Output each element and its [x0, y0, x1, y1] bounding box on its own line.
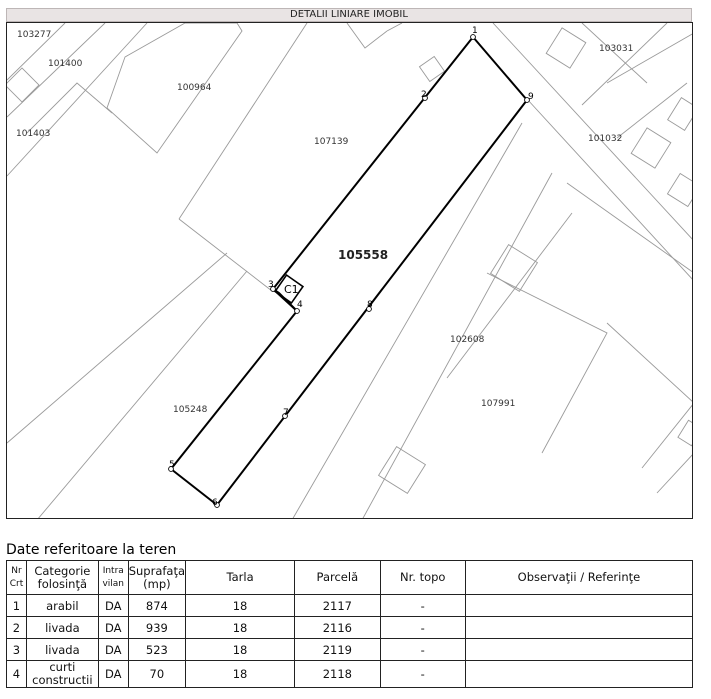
- col-categorie: Categorie folosinţă: [26, 561, 98, 595]
- parcel-label: 101400: [48, 59, 83, 69]
- parcel-label: 101403: [16, 129, 51, 139]
- cell-categorie: livada: [26, 617, 98, 639]
- point-label: 4: [297, 300, 303, 310]
- cell-topo: -: [380, 617, 465, 639]
- cell-tarla: 18: [186, 661, 295, 688]
- cell-observatii: [465, 639, 692, 661]
- table-header-row: [7, 561, 693, 595]
- parcel-label: 101032: [588, 134, 623, 144]
- point-label: 9: [528, 92, 534, 102]
- cell-intravilan: DA: [98, 595, 128, 617]
- cadastral-map: [6, 22, 693, 519]
- table-row: [7, 595, 693, 617]
- point-label: 7: [283, 408, 289, 418]
- cell-suprafata: 939: [128, 617, 185, 639]
- cell-tarla: 18: [186, 617, 295, 639]
- parcel-label: 107991: [481, 399, 516, 409]
- neighbor-lines: [7, 23, 693, 519]
- point-label: 6: [212, 498, 218, 508]
- cell-parcela: 2116: [295, 617, 381, 639]
- cell-suprafata: 523: [128, 639, 185, 661]
- point-labels: [169, 26, 534, 508]
- building-label: C1: [284, 283, 299, 296]
- cell-nr: 4: [7, 661, 27, 688]
- cell-topo: -: [380, 661, 465, 688]
- cell-categorie: curti constructii: [26, 661, 98, 688]
- cell-nr: 2: [7, 617, 27, 639]
- map-svg: [7, 23, 693, 519]
- parcel-label: 100964: [177, 83, 212, 93]
- cell-intravilan: DA: [98, 639, 128, 661]
- point-label: 5: [169, 460, 175, 470]
- table-row: [7, 639, 693, 661]
- section-header: DETALII LINIARE IMOBIL: [6, 8, 692, 22]
- col-suprafata: Suprafaţa (mp): [128, 561, 185, 595]
- main-parcel-id: 105558: [338, 248, 389, 262]
- point-label: 8: [367, 300, 373, 310]
- parcel-label: 103031: [599, 44, 634, 54]
- cell-tarla: 18: [186, 639, 295, 661]
- cell-categorie: arabil: [26, 595, 98, 617]
- land-table: [6, 560, 693, 688]
- cell-suprafata: 874: [128, 595, 185, 617]
- cell-tarla: 18: [186, 595, 295, 617]
- parcel-label: 107139: [314, 137, 349, 147]
- point-label: 2: [421, 90, 427, 100]
- col-parcela: Parcelă: [295, 561, 381, 595]
- cell-nr: 3: [7, 639, 27, 661]
- cell-intravilan: DA: [98, 661, 128, 688]
- cell-parcela: 2117: [295, 595, 381, 617]
- section-title: Date referitoare la teren: [6, 542, 177, 558]
- point-label: 3: [268, 280, 274, 290]
- parcel-label: 102608: [450, 335, 485, 345]
- point-label: 1: [472, 26, 478, 36]
- cell-topo: -: [380, 595, 465, 617]
- col-intravilan: Intra vilan: [98, 561, 128, 595]
- col-nr: Nr Crt: [7, 561, 27, 595]
- parcel-label: 105248: [173, 405, 208, 415]
- table-row: [7, 661, 693, 688]
- cell-observatii: [465, 595, 692, 617]
- cell-parcela: 2118: [295, 661, 381, 688]
- parcel-label: 103277: [17, 30, 52, 40]
- cell-observatii: [465, 661, 692, 688]
- col-topo: Nr. topo: [380, 561, 465, 595]
- survey-points: [169, 35, 530, 508]
- parcel-boundary: [171, 37, 527, 505]
- cell-categorie: livada: [26, 639, 98, 661]
- col-observatii: Observaţii / Referinţe: [465, 561, 692, 595]
- cell-observatii: [465, 617, 692, 639]
- cell-topo: -: [380, 639, 465, 661]
- cell-intravilan: DA: [98, 617, 128, 639]
- col-tarla: Tarla: [186, 561, 295, 595]
- cell-nr: 1: [7, 595, 27, 617]
- cell-suprafata: 70: [128, 661, 185, 688]
- cell-parcela: 2119: [295, 639, 381, 661]
- table-row: [7, 617, 693, 639]
